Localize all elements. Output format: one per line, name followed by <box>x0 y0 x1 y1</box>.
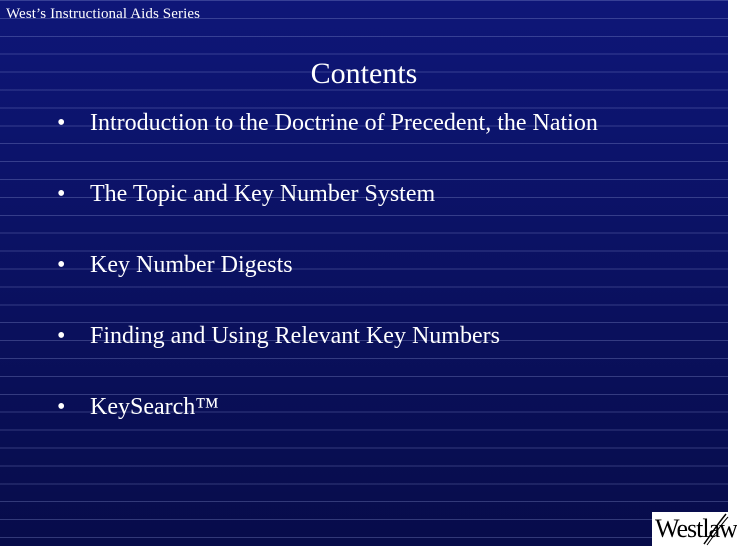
bullet-item <box>57 323 663 394</box>
bullet-marker: • <box>57 252 66 278</box>
bullet-marker: • <box>57 394 66 420</box>
bullet-item <box>57 181 663 252</box>
bullet-list <box>57 110 663 465</box>
bullet-marker: • <box>57 110 66 136</box>
slide-title: Contents <box>310 57 418 90</box>
bullet-text: KeySearch™ <box>90 394 219 420</box>
bullet-marker: • <box>57 323 66 349</box>
bullet-text: Key Number Digests <box>90 252 293 278</box>
logo-text: Westlaw <box>655 514 737 543</box>
bullet-text: Finding and Using Relevant Key Numbers <box>90 323 500 349</box>
bullet-item <box>57 252 663 323</box>
bullet-marker: • <box>57 181 66 207</box>
bullet-text: The Topic and Key Number System <box>90 181 436 207</box>
bullet-item <box>57 110 663 181</box>
bullet-text: Introduction to the Doctrine of Precedent, the Nation <box>90 110 598 136</box>
bullet-item <box>57 394 663 465</box>
westlaw-logo <box>652 512 737 546</box>
series-label: West’s Instructional Aids Series <box>6 6 201 22</box>
